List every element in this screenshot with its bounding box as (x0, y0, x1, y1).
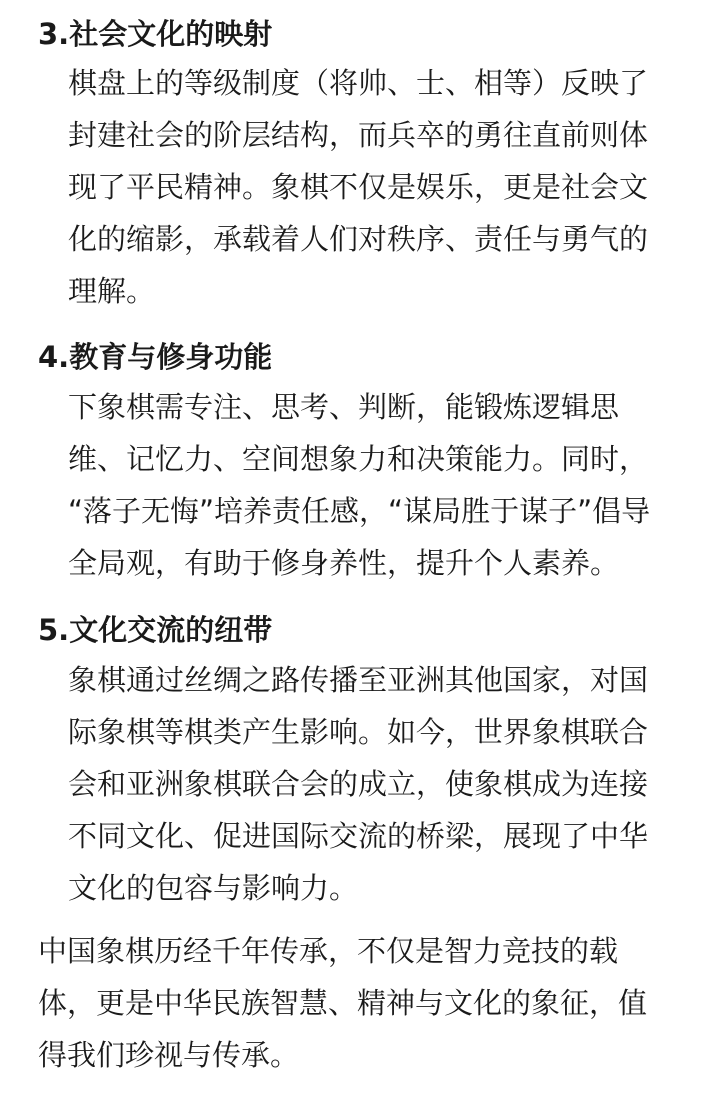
section-body-5 (68, 654, 690, 914)
section-body-4 (68, 381, 690, 589)
text-line: 际象棋等棋类产生影响。如今，世界象棋联合 (68, 715, 649, 749)
text-line: 化的缩影，承载着人们对秩序、责任与勇气的 (68, 222, 649, 256)
section-heading-5: 5.文化交流的纽带 (38, 613, 273, 647)
text-line: 文化的包容与影响力。 (68, 871, 359, 905)
section-heading-4: 4.教育与修身功能 (38, 340, 273, 374)
text-line: 维、记忆力、空间想象力和决策能力。同时， (68, 442, 649, 476)
section-body-3 (68, 57, 690, 317)
text-line: 体，更是中华民族智慧、精神与文化的象征，值 (38, 986, 648, 1020)
section-heading-3: 3.社会文化的映射 (38, 17, 273, 51)
text-line: 全局观，有助于修身养性，提升个人素养。 (68, 546, 620, 580)
text-line: 不同文化、促进国际交流的桥梁，展现了中华 (68, 819, 649, 853)
text-line: 会和亚洲象棋联合会的成立，使象棋成为连接 (68, 767, 649, 801)
text-line: 理解。 (68, 274, 156, 308)
text-line: 象棋通过丝绸之路传播至亚洲其他国家，对国 (68, 663, 649, 697)
text-line: “落子无悔”培养责任感，“谋局胜于谋子”倡导 (68, 494, 651, 528)
text-line: 封建社会的阶层结构，而兵卒的勇往直前则体 (68, 118, 649, 152)
text-line: 棋盘上的等级制度（将帅、士、相等）反映了 (68, 66, 649, 100)
text-line: 中国象棋历经千年传承，不仅是智力竞技的载 (38, 934, 619, 968)
text-line: 得我们珍视与传承。 (38, 1038, 300, 1072)
text-line: 下象棋需专注、思考、判断，能锻炼逻辑思 (68, 390, 620, 424)
text-line: 现了平民精神。象棋不仅是娱乐，更是社会文 (68, 170, 649, 204)
conclusion-paragraph (38, 925, 698, 1081)
